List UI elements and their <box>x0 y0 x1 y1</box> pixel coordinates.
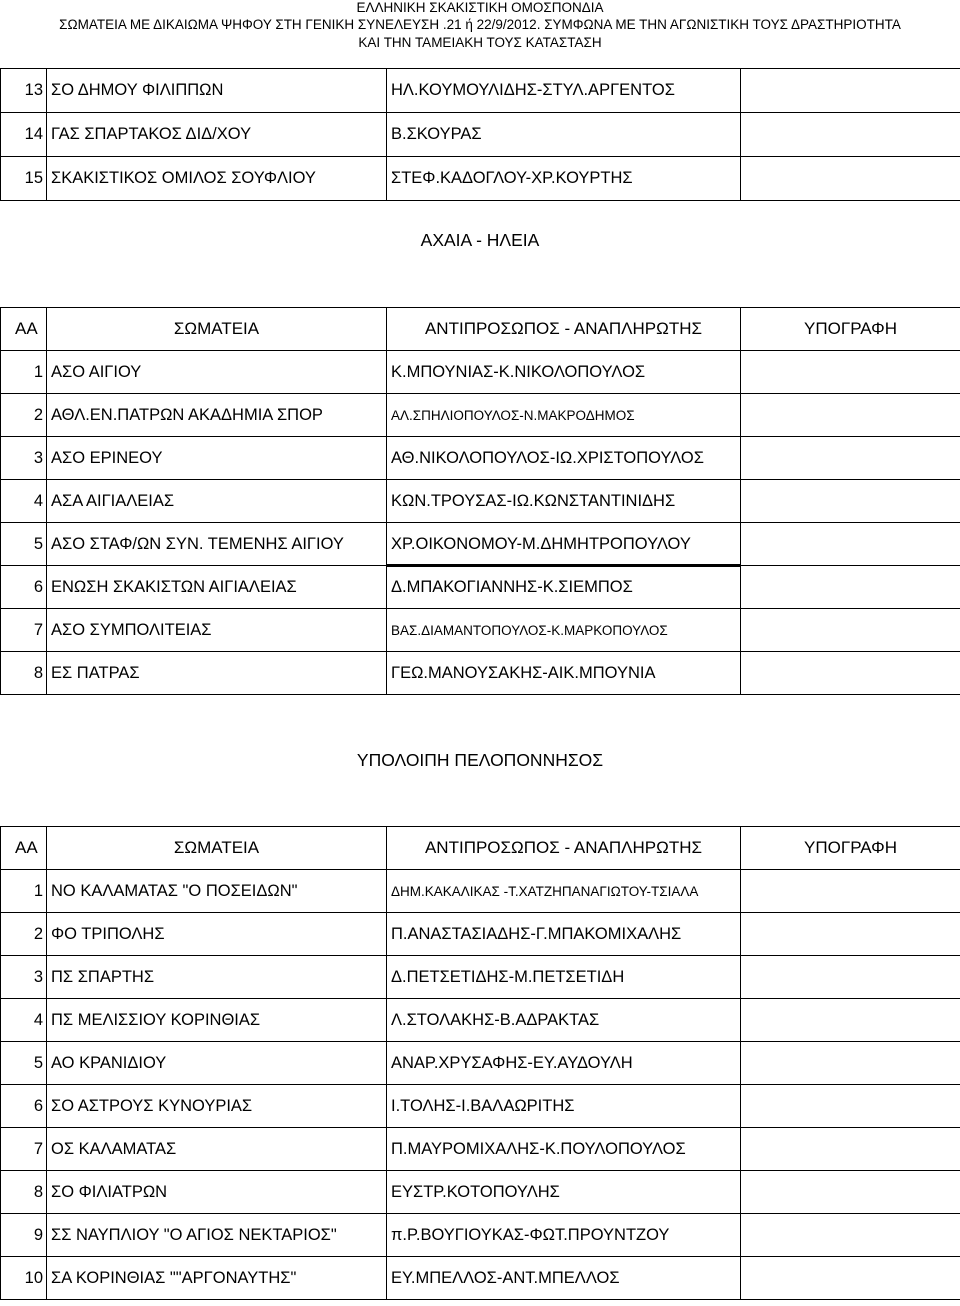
signature-cell <box>741 157 960 201</box>
row-number: 13 <box>1 69 47 113</box>
signature-cell <box>741 351 960 394</box>
representative: Κ.ΜΠΟΥΝΙΑΣ-Κ.ΝΙΚΟΛΟΠΟΥΛΟΣ <box>387 351 741 394</box>
club-name: ΣΟ ΑΣΤΡΟΥΣ ΚΥΝΟΥΡΙΑΣ <box>47 1085 387 1128</box>
representative: ΑΘ.ΝΙΚΟΛΟΠΟΥΛΟΣ-ΙΩ.ΧΡΙΣΤΟΠΟΥΛΟΣ <box>387 437 741 480</box>
col-representative-header: ΑΝΤΙΠΡΟΣΩΠΟΣ - ΑΝΑΠΛΗΡΩΤΗΣ <box>387 308 741 351</box>
signature-cell <box>741 437 960 480</box>
table-row <box>1 652 960 695</box>
club-name: ΣΣ ΝΑΥΠΛΙΟΥ "Ο ΑΓΙΟΣ ΝΕΚΤΑΡΙΟΣ" <box>47 1214 387 1257</box>
representative: ΒΑΣ.ΔΙΑΜΑΝΤΟΠΟΥΛΟΣ-Κ.ΜΑΡΚΟΠΟΥΛΟΣ <box>387 609 741 652</box>
signature-cell <box>741 1085 960 1128</box>
col-clubs-header: ΣΩΜΑΤΕΙΑ <box>47 308 387 351</box>
signature-cell <box>741 652 960 695</box>
table-row <box>1 523 960 566</box>
club-name: ΟΣ ΚΑΛΑΜΑΤΑΣ <box>47 1128 387 1171</box>
table-row <box>1 69 960 113</box>
signature-cell <box>741 1171 960 1214</box>
signature-cell <box>741 956 960 999</box>
signature-cell <box>741 609 960 652</box>
table-row <box>1 351 960 394</box>
club-name: ΑΘΛ.ΕΝ.ΠΑΤΡΩΝ ΑΚΑΔΗΜΙΑ ΣΠΟΡ <box>47 394 387 437</box>
row-number: 2 <box>1 913 47 956</box>
table-header-row <box>1 827 960 870</box>
row-number: 15 <box>1 157 47 201</box>
club-name: ΑΣΟ ΣΤΑΦ/ΩΝ ΣΥΝ. ΤΕΜΕΝΗΣ ΑΙΓΙΟΥ <box>47 523 387 566</box>
table-row <box>1 113 960 157</box>
representative: Ι.ΤΟΛΗΣ-Ι.ΒΑΛΑΩΡΙΤΗΣ <box>387 1085 741 1128</box>
prev-section-table <box>0 68 960 201</box>
col-signature-header: ΥΠΟΓΡΑΦΗ <box>741 827 960 870</box>
achaia-table <box>0 307 960 695</box>
representative: ΧΡ.ΟΙΚΟΝΟΜΟΥ-Μ.ΔΗΜΗΤΡΟΠΟΥΛΟΥ <box>387 523 741 566</box>
club-name: ΑΣΑ ΑΙΓΙΑΛΕΙΑΣ <box>47 480 387 523</box>
thick-border-line <box>386 564 740 567</box>
club-name: ΕΝΩΣΗ ΣΚΑΚΙΣΤΩΝ ΑΙΓΙΑΛΕΙΑΣ <box>47 566 387 609</box>
representative: ΓΕΩ.ΜΑΝΟΥΣΑΚΗΣ-ΑΙΚ.ΜΠΟΥΝΙΑ <box>387 652 741 695</box>
representative: Δ.ΠΕΤΣΕΤΙΔΗΣ-Μ.ΠΕΤΣΕΤΙΔΗ <box>387 956 741 999</box>
table-row <box>1 157 960 201</box>
signature-cell <box>741 480 960 523</box>
club-name: ΑΣΟ ΑΙΓΙΟΥ <box>47 351 387 394</box>
signature-cell <box>741 1042 960 1085</box>
representative: ΕΥΣΤΡ.ΚΟΤΟΠΟΥΛΗΣ <box>387 1171 741 1214</box>
signature-cell <box>741 999 960 1042</box>
col-aa-header: ΑΑ <box>1 308 47 351</box>
document-subtitle-cont: ΚΑΙ ΤΗΝ ΤΑΜΕΙΑΚΗ ΤΟΥΣ ΚΑΤΑΣΤΑΣΗ <box>358 35 602 50</box>
table-row <box>1 437 960 480</box>
signature-cell <box>741 913 960 956</box>
row-number: 3 <box>1 437 47 480</box>
signature-cell <box>741 113 960 157</box>
representative: ΚΩΝ.ΤΡΟΥΣΑΣ-ΙΩ.ΚΩΝΣΤΑΝΤΙΝΙΔΗΣ <box>387 480 741 523</box>
table-row <box>1 609 960 652</box>
row-number: 1 <box>1 351 47 394</box>
table-row <box>1 1214 960 1257</box>
club-name: ΠΣ ΜΕΛΙΣΣΙΟΥ ΚΟΡΙΝΘΙΑΣ <box>47 999 387 1042</box>
club-name: ΠΣ ΣΠΑΡΤΗΣ <box>47 956 387 999</box>
signature-cell <box>741 870 960 913</box>
club-name: ΣΟ ΦΙΛΙΑΤΡΩΝ <box>47 1171 387 1214</box>
col-representative-header: ΑΝΤΙΠΡΟΣΩΠΟΣ - ΑΝΑΠΛΗΡΩΤΗΣ <box>387 827 741 870</box>
row-number: 7 <box>1 1128 47 1171</box>
table-row <box>1 480 960 523</box>
row-number: 2 <box>1 394 47 437</box>
representative: Λ.ΣΤΟΛΑΚΗΣ-Β.ΑΔΡΑΚΤΑΣ <box>387 999 741 1042</box>
representative: Δ.ΜΠΑΚΟΓΙΑΝΝΗΣ-Κ.ΣΙΕΜΠΟΣ <box>387 566 741 609</box>
representative: ΣΤΕΦ.ΚΑΔΟΓΛΟΥ-ΧΡ.ΚΟΥΡΤΗΣ <box>387 157 741 201</box>
document-subtitle: ΣΩΜΑΤΕΙΑ ΜΕ ΔΙΚΑΙΩΜΑ ΨΗΦΟΥ ΣΤΗ ΓΕΝΙΚΗ ΣΥΝΕΛΕΥΣΗ .21 ή 22/9/2012. ΣΥΜΦΩΝΑ ΜΕ ΤΗΝ ΑΓΩΝΙΣΤΙΚΗ ΤΟΥΣ ΔΡΑΣΤΗΡΙΟΤΗΤΑ <box>59 17 901 32</box>
signature-cell <box>741 1214 960 1257</box>
club-name: ΝΟ ΚΑΛΑΜΑΤΑΣ "Ο ΠΟΣΕΙΔΩΝ" <box>47 870 387 913</box>
table-row <box>1 999 960 1042</box>
row-number: 7 <box>1 609 47 652</box>
signature-cell <box>741 1257 960 1300</box>
club-name: ΦΟ ΤΡΙΠΟΛΗΣ <box>47 913 387 956</box>
club-name: ΑΣΟ ΣΥΜΠΟΛΙΤΕΙΑΣ <box>47 609 387 652</box>
table-row <box>1 870 960 913</box>
table-row <box>1 956 960 999</box>
section-title-pelop: ΥΠΟΛΟΙΠΗ ΠΕΛΟΠΟΝΝΗΣΟΣ <box>356 750 604 770</box>
representative: π.Ρ.ΒΟΥΓΙΟΥΚΑΣ-ΦΩΤ.ΠΡΟΥΝΤΖΟΥ <box>387 1214 741 1257</box>
row-number: 9 <box>1 1214 47 1257</box>
table-row <box>1 913 960 956</box>
col-signature-header: ΥΠΟΓΡΑΦΗ <box>741 308 960 351</box>
table-row <box>1 1085 960 1128</box>
representative: ΗΛ.ΚΟΥΜΟΥΛΙΔΗΣ-ΣΤΥΛ.ΑΡΓΕΝΤΟΣ <box>387 69 741 113</box>
row-number: 4 <box>1 480 47 523</box>
signature-cell <box>741 523 960 566</box>
representative: Β.ΣΚΟΥΡΑΣ <box>387 113 741 157</box>
table-row <box>1 1128 960 1171</box>
row-number: 5 <box>1 1042 47 1085</box>
signature-cell <box>741 394 960 437</box>
row-number: 14 <box>1 113 47 157</box>
row-number: 1 <box>1 870 47 913</box>
row-number: 5 <box>1 523 47 566</box>
representative: ΕΥ.ΜΠΕΛΛΟΣ-ΑΝΤ.ΜΠΕΛΛΟΣ <box>387 1257 741 1300</box>
representative: Π.ΑΝΑΣΤΑΣΙΑΔΗΣ-Γ.ΜΠΑΚΟΜΙΧΑΛΗΣ <box>387 913 741 956</box>
club-name: ΓΑΣ ΣΠΑΡΤΑΚΟΣ ΔΙΔ/ΧΟΥ <box>47 113 387 157</box>
representative: ΔΗΜ.ΚΑΚΑΛΙΚΑΣ -Τ.ΧΑΤΖΗΠΑΝΑΓΙΩΤΟΥ-ΤΣΙΑΛΑ <box>387 870 741 913</box>
table-row <box>1 1042 960 1085</box>
representative: ΑΛ.ΣΠΗΛΙΟΠΟΥΛΟΣ-Ν.ΜΑΚΡΟΔΗΜΟΣ <box>387 394 741 437</box>
row-number: 6 <box>1 566 47 609</box>
signature-cell <box>741 1128 960 1171</box>
representative: Π.ΜΑΥΡΟΜΙΧΑΛΗΣ-Κ.ΠΟΥΛΟΠΟΥΛΟΣ <box>387 1128 741 1171</box>
table-header-row <box>1 308 960 351</box>
table-row <box>1 1171 960 1214</box>
federation-name: ΕΛΛΗΝΙΚΗ ΣΚΑΚΙΣΤΙΚΗ ΟΜΟΣΠΟΝΔΙΑ <box>356 0 604 15</box>
col-aa-header: ΑΑ <box>1 827 47 870</box>
signature-cell <box>741 69 960 113</box>
row-number: 4 <box>1 999 47 1042</box>
row-number: 10 <box>1 1257 47 1300</box>
pelop-table <box>0 826 960 1300</box>
club-name: ΕΣ ΠΑΤΡΑΣ <box>47 652 387 695</box>
row-number: 6 <box>1 1085 47 1128</box>
club-name: ΣΚΑΚΙΣΤΙΚΟΣ ΟΜΙΛΟΣ ΣΟΥΦΛΙΟΥ <box>47 157 387 201</box>
signature-cell <box>741 566 960 609</box>
table-row <box>1 1257 960 1300</box>
club-name: ΑΣΟ ΕΡΙΝΕΟΥ <box>47 437 387 480</box>
row-number: 3 <box>1 956 47 999</box>
club-name: ΑΟ ΚΡΑΝΙΔΙΟΥ <box>47 1042 387 1085</box>
section-title-achaia: ΑΧΑΙΑ - ΗΛΕΙΑ <box>420 230 540 250</box>
club-name: ΣΟ ΔΗΜΟΥ ΦΙΛΙΠΠΩΝ <box>47 69 387 113</box>
representative: ΑΝΑΡ.ΧΡΥΣΑΦΗΣ-ΕΥ.ΑΥΔΟΥΛΗ <box>387 1042 741 1085</box>
row-number: 8 <box>1 652 47 695</box>
table-row <box>1 566 960 609</box>
table-row <box>1 394 960 437</box>
row-number: 8 <box>1 1171 47 1214</box>
club-name: ΣΑ ΚΟΡΙΝΘΙΑΣ ""ΑΡΓΟΝΑΥΤΗΣ" <box>47 1257 387 1300</box>
col-clubs-header: ΣΩΜΑΤΕΙΑ <box>47 827 387 870</box>
